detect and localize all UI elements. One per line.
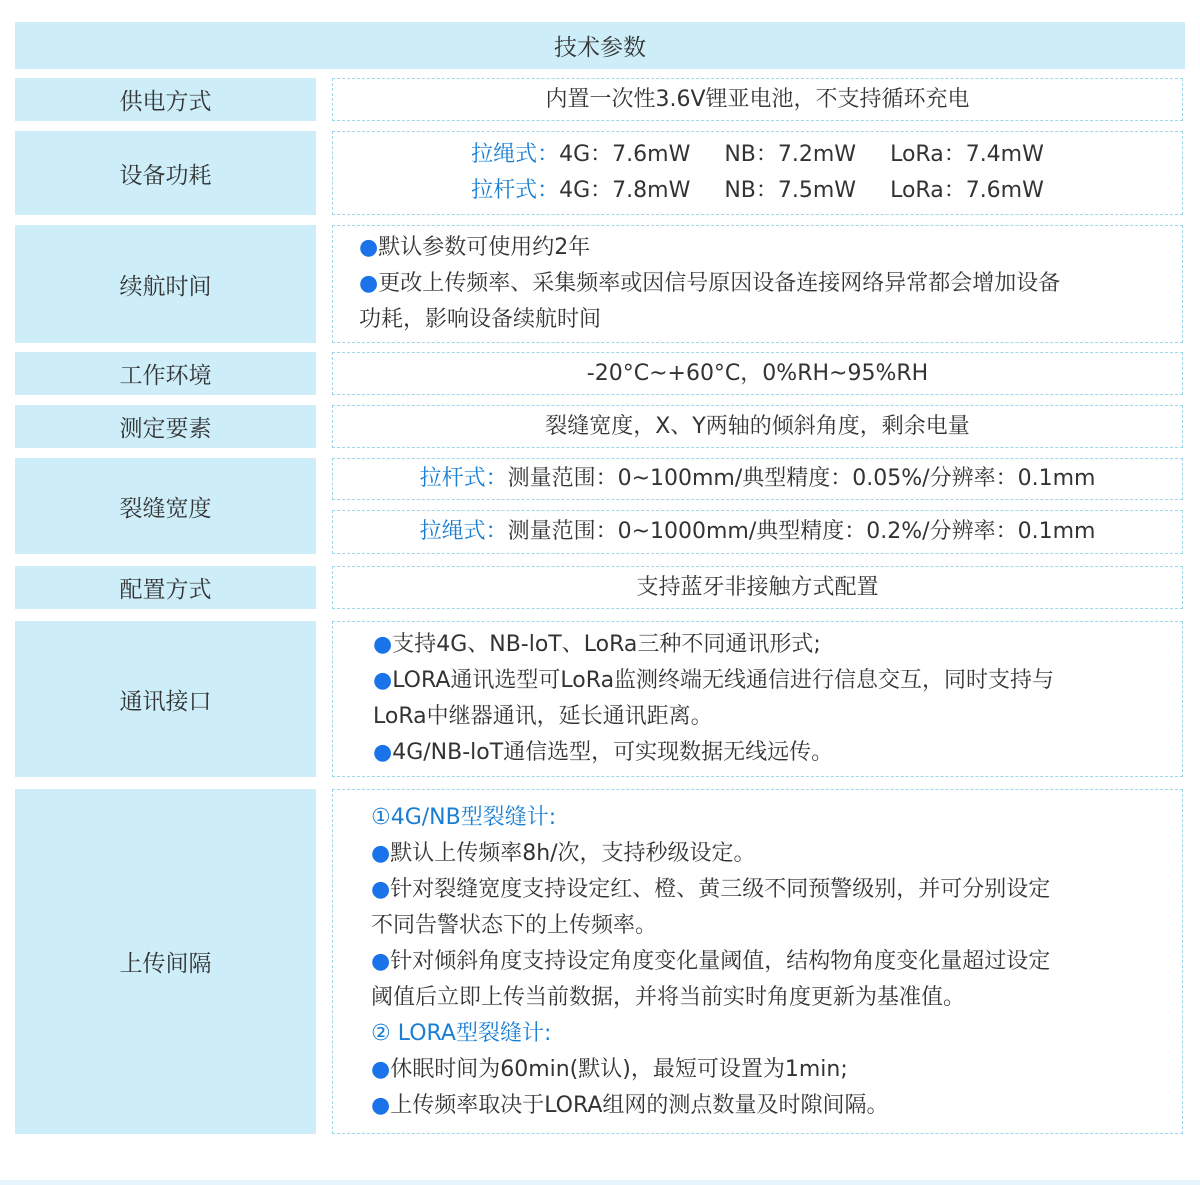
width-type-rope: 拉绳式：	[419, 519, 508, 544]
upload-line-6: ●休眠时间为60min(默认)，最短可设置为1min;	[371, 1056, 848, 1082]
bullet-icon: ●	[371, 948, 391, 974]
label-upload: 上传间隔	[15, 789, 316, 1134]
bullet-icon: ●	[359, 271, 379, 296]
consumption-4g-rope: 4G：7.6mW	[559, 142, 691, 167]
bullet-icon: ●	[373, 632, 393, 657]
upload-line-7: ●上传频率取决于LORA组网的测点数量及时隙间隔。	[371, 1092, 889, 1118]
bullet-icon: ●	[373, 668, 393, 693]
upload-heading-lora: ② LORA型裂缝计:	[371, 1020, 552, 1046]
label-power: 供电方式	[15, 78, 316, 121]
power-text: 内置一次性3.6V锂亚电池，不支持循环充电	[545, 86, 970, 112]
value-elements	[332, 405, 1183, 448]
value-comm	[332, 621, 1183, 777]
upload-line-1: ●默认上传频率8h/次，支持秒级设定。	[371, 840, 756, 866]
comm-line-4: ●4G/NB-loT通信选型，可实现数据无线远传。	[373, 740, 834, 765]
width-value-rope: 测量范围：0~1000mm/典型精度：0.2%/分辨率：0.1mm	[507, 519, 1096, 544]
table-title: 技术参数	[15, 22, 1185, 69]
battery-line-2: ●更改上传频率、采集频率或因信号原因设备连接网络异常都会增加设备	[359, 271, 1061, 296]
label-elements: 测定要素	[15, 405, 316, 448]
elements-text: 裂缝宽度，X、Y两轴的倾斜角度，剩余电量	[545, 413, 970, 439]
consumption-nb-rope: NB：7.2mW	[724, 142, 857, 167]
width-value-rod: 测量范围：0~100mm/典型精度：0.05%/分辨率：0.1mm	[507, 466, 1096, 491]
bullet-icon: ●	[371, 1056, 391, 1082]
consumption-type-rope: 拉绳式：	[471, 142, 560, 167]
consumption-nb-rod: NB：7.5mW	[724, 178, 857, 203]
upload-line-3: 不同告警状态下的上传频率。	[371, 912, 658, 938]
value-config	[332, 566, 1183, 609]
battery-line-1: ●默认参数可使用约2年	[359, 235, 591, 260]
upload-line-2: ●针对裂缝宽度支持设定红、橙、黄三级不同预警级别，并可分别设定	[371, 876, 1051, 902]
environment-text: -20°C~+60°C，0%RH~95%RH	[586, 360, 929, 386]
bullet-icon: ●	[371, 876, 391, 902]
width-type-rod: 拉杆式：	[419, 466, 508, 491]
bottom-divider	[0, 1180, 1200, 1185]
value-width-rod	[332, 458, 1183, 500]
bullet-icon: ●	[373, 740, 393, 765]
consumption-lora-rope: LoRa：7.4mW	[890, 142, 1044, 167]
comm-line-1: ●支持4G、NB-loT、LoRa三种不同通讯形式;	[373, 632, 821, 657]
bullet-icon: ●	[359, 235, 379, 260]
consumption-line-rope	[471, 137, 1044, 173]
bullet-icon: ●	[371, 1092, 391, 1118]
value-power	[332, 78, 1183, 121]
value-environment	[332, 352, 1183, 395]
label-config: 配置方式	[15, 566, 316, 609]
value-width-rope	[332, 510, 1183, 554]
battery-line-3: 功耗，影响设备续航时间	[359, 307, 602, 332]
comm-line-3: LoRa中继器通讯，延长通讯距离。	[373, 704, 713, 729]
value-battery	[332, 225, 1183, 343]
label-width: 裂缝宽度	[15, 458, 316, 554]
value-upload	[332, 789, 1183, 1134]
consumption-lora-rod: LoRa：7.6mW	[890, 178, 1044, 203]
upload-line-4: ●针对倾斜角度支持设定角度变化量阈值，结构物角度变化量超过设定	[371, 948, 1051, 974]
label-comm: 通讯接口	[15, 621, 316, 777]
label-battery: 续航时间	[15, 225, 316, 343]
consumption-4g-rod: 4G：7.8mW	[559, 178, 691, 203]
consumption-line-rod	[471, 173, 1044, 209]
config-text: 支持蓝牙非接触方式配置	[636, 574, 879, 600]
comm-line-2: ●LORA通讯选型可LoRa监测终端无线通信进行信息交互，同时支持与	[373, 668, 1055, 693]
consumption-type-rod: 拉杆式：	[471, 178, 560, 203]
upload-heading-4g: ①4G/NB型裂缝计:	[371, 804, 557, 830]
value-consumption	[332, 131, 1183, 215]
label-environment: 工作环境	[15, 352, 316, 395]
label-consumption: 设备功耗	[15, 131, 316, 215]
bullet-icon: ●	[371, 840, 391, 866]
upload-line-5: 阈值后立即上传当前数据，并将当前实时角度更新为基准值。	[371, 984, 966, 1010]
